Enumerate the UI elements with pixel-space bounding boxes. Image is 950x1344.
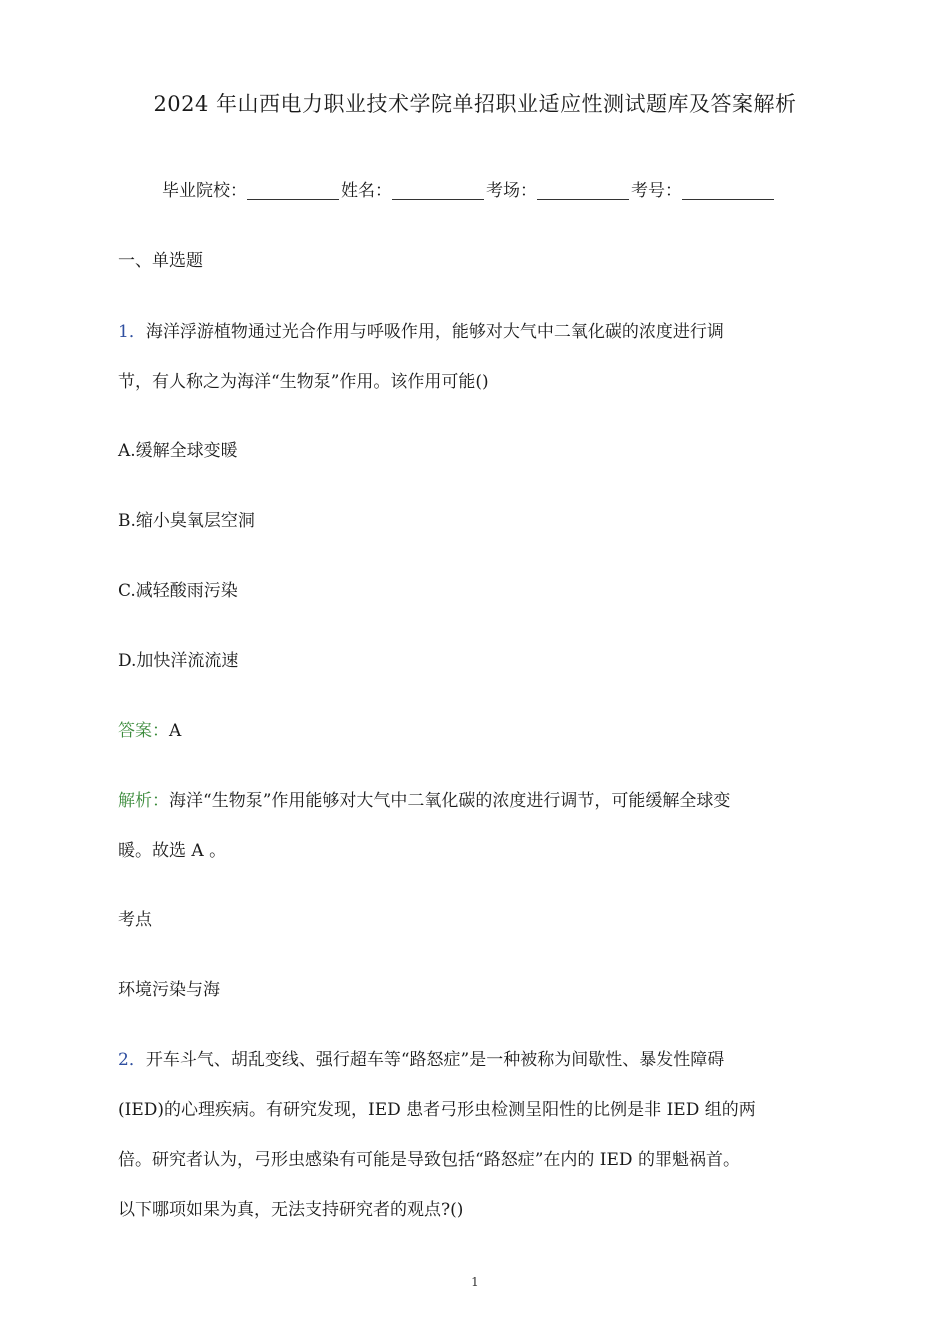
question-1-analysis-line-1: 解析：海洋“生物泵”作用能够对大气中二氧化碳的浓度进行调节，可能缓解全球变	[118, 791, 731, 811]
school-blank	[247, 181, 339, 200]
section-heading: 一、单选题	[118, 251, 203, 271]
page-number: 1	[471, 1275, 479, 1289]
name-label: 姓名：	[341, 181, 392, 201]
answer-value: A	[169, 721, 182, 741]
question-2-number: 2．	[118, 1050, 146, 1070]
question-1-answer	[118, 716, 181, 741]
candidate-info-row	[162, 176, 776, 201]
analysis-label: 解析：	[118, 791, 169, 811]
answer-label: 答案：	[118, 721, 169, 741]
question-2-line-3: 倍。研究者认为，弓形虫感染有可能是导致包括“路怒症”在内的 IED 的罪魁祸首。	[118, 1150, 740, 1170]
question-2-line-2: (IED)的心理疾病。有研究发现，IED 患者弓形虫检测呈阳性的比例是非 IED 组的两	[118, 1100, 756, 1120]
question-1-line-1: 1．海洋浮游植物通过光合作用与呼吸作用，能够对大气中二氧化碳的浓度进行调	[118, 322, 724, 342]
question-1-kaodian-value: 环境污染与海	[118, 980, 220, 1000]
question-1-option-b: B.缩小臭氧层空洞	[118, 511, 255, 531]
exam-number-label: 考号：	[631, 181, 682, 201]
question-1-kaodian-label: 考点	[118, 910, 152, 930]
question-1-analysis-line-2: 暖。故选 A 。	[118, 841, 227, 861]
question-2-line-4: 以下哪项如果为真，无法支持研究者的观点?()	[118, 1200, 464, 1220]
question-1-option-c: C.减轻酸雨污染	[118, 581, 238, 601]
question-1-line-2: 节，有人称之为海洋“生物泵”作用。该作用可能()	[118, 372, 489, 392]
question-1-option-a: A.缓解全球变暖	[118, 441, 238, 461]
name-blank	[392, 181, 484, 200]
question-1-number: 1．	[118, 322, 146, 342]
document-title: 2024 年山西电力职业技术学院单招职业适应性测试题库及答案解析	[153, 92, 797, 116]
question-2-line-1: 2．开车斗气、胡乱变线、强行超车等“路怒症”是一种被称为间歇性、暴发性障碍	[118, 1050, 725, 1070]
exam-room-blank	[537, 181, 629, 200]
question-1-option-d: D.加快洋流流速	[118, 651, 239, 671]
exam-number-blank	[682, 181, 774, 200]
exam-room-label: 考场：	[486, 181, 537, 201]
school-label: 毕业院校：	[162, 181, 247, 201]
